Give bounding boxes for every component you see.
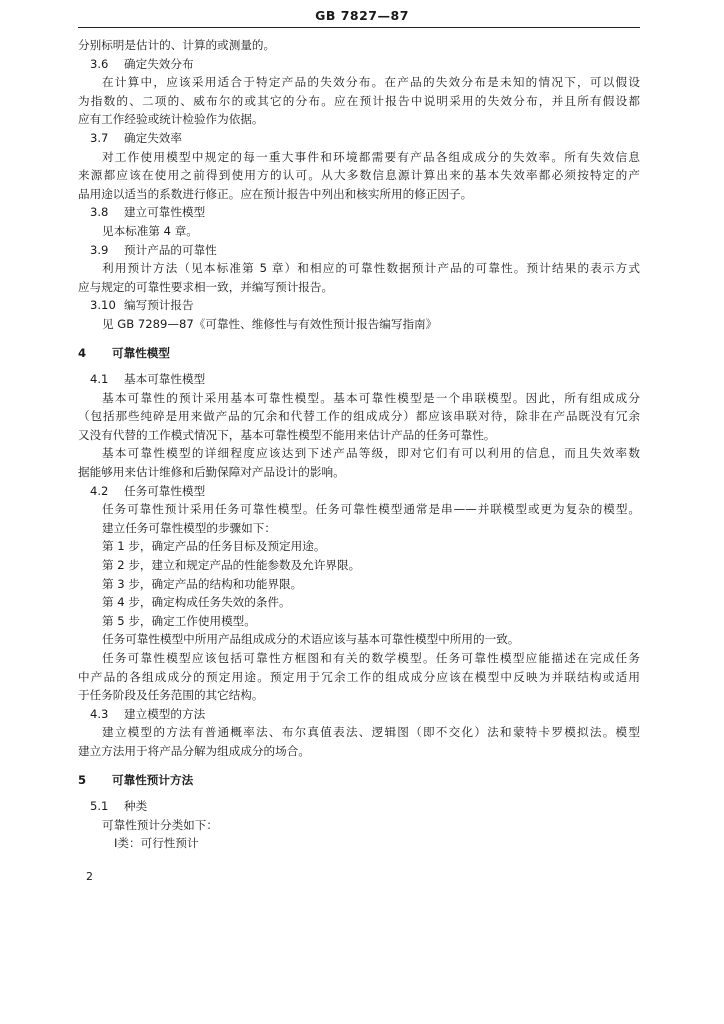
line-text: 据能够用来估计维修和后勤保障对产品设计的影响。	[78, 465, 345, 480]
section-number: 4.2	[90, 483, 109, 498]
section-title: 确定失效率	[124, 130, 182, 145]
body-text-line	[78, 222, 640, 241]
body-text-line	[78, 73, 640, 92]
body-text-line	[78, 110, 640, 129]
line-text: 来源都应该在使用之前得到使用方的认可。从大多数信息源计算出来的基本失效率都必须按特定的产	[78, 168, 640, 183]
line-text: 建立方法用于将产品分解为组成成分的场合。	[78, 743, 310, 758]
line-text: 应有工作经验或统计检验作为依据。	[78, 112, 264, 127]
section-heading	[78, 203, 640, 222]
section-heading	[78, 482, 640, 501]
page-number: 2	[86, 870, 93, 883]
section-title: 确定失效分布	[124, 56, 194, 71]
line-text: 又没有代替的工作模式情况下，基本可靠性模型不能用来估计产品的任务可靠性。	[78, 427, 496, 442]
line-text: 见本标准第 4 章。	[102, 223, 198, 238]
body-text-line	[78, 593, 640, 612]
line-text: 第 3 步，确定产品的结构和功能界限。	[102, 576, 303, 591]
body-text-line	[78, 612, 640, 631]
document-body	[78, 36, 640, 853]
section-title: 任务可靠性模型	[124, 483, 206, 498]
line-text: 见 GB 7289—87《可靠性、维修性与有效性预计报告编写指南》	[102, 316, 438, 331]
line-text: 分别标明是估计的、计算的或测量的。	[78, 38, 276, 52]
line-text: 第 2 步，建立和规定产品的性能参数及允许界限。	[102, 558, 361, 573]
body-text-line	[78, 575, 640, 594]
body-text-line	[78, 92, 640, 111]
body-text-line	[78, 166, 640, 185]
line-text: 建立任务可靠性模型的步骤如下：	[102, 520, 276, 535]
line-text: 于任务阶段及任务范围的其它结构。	[78, 688, 264, 703]
body-text-line	[78, 834, 640, 853]
header-rule	[78, 27, 640, 28]
body-text-line	[78, 259, 640, 278]
section-heading	[78, 129, 640, 148]
line-text: 任务可靠性预计采用任务可靠性模型。任务可靠性模型通常是串——并联模型或更为复杂的模型。	[102, 502, 640, 517]
line-text: 基本可靠性模型的详细程度应该达到下述产品等级，即对它们有可以利用的信息，而且失效率数	[102, 446, 640, 461]
body-text-line	[78, 315, 640, 334]
body-text-line	[78, 630, 640, 649]
line-text: Ⅰ类：可行性预计	[114, 836, 199, 851]
section-heading	[78, 241, 640, 260]
body-text-line	[78, 463, 640, 482]
line-text: （包括那些纯碎是用来做产品的冗余和代替工作的组成成分）都应该串联对待，除非在产品既没有冗余	[78, 409, 640, 424]
line-text: 利用预计方法（见本标准第 5 章）和相应的可靠性数据预计产品的可靠性。预计结果的表示方式	[102, 261, 640, 276]
body-text-line	[78, 500, 640, 519]
body-text-line	[78, 519, 640, 538]
section-heading	[78, 370, 640, 389]
section-title: 预计产品的可靠性	[124, 242, 217, 257]
section-heading	[78, 296, 640, 315]
page-header: GB 7827—87	[315, 8, 409, 23]
line-text: 在计算中，应该采用适合于特定产品的失效分布。在产品的失效分布是未知的情况下，可以假设	[102, 75, 640, 90]
line-text: 中产品的各组成成分的预定用途。预定用于冗余工作的组成成分应该在模型中反映为并联结构或适用	[78, 669, 640, 684]
line-text: 建立模型的方法有普通概率法、布尔真值表法、逻辑图（即不交化）法和蒙特卡罗模拟法。模型	[102, 725, 640, 740]
section-heading	[78, 55, 640, 74]
section-title: 可靠性模型	[112, 345, 170, 360]
body-text-line	[78, 278, 640, 297]
section-title: 建立可靠性模型	[124, 205, 206, 220]
body-text-line	[78, 686, 640, 705]
line-text: 为指数的、二项的、威布尔的或其它的分布。应在预计报告中说明采用的失效分布，并且所有假设都	[78, 93, 640, 108]
section-number: 4.1	[90, 372, 109, 387]
body-text-line	[78, 426, 640, 445]
body-text-line	[78, 649, 640, 668]
section-number: 3.6	[90, 56, 109, 71]
section-heading	[78, 797, 640, 816]
section-number: 5	[78, 772, 87, 787]
line-text: 第 1 步，确定产品的任务目标及预定用途。	[102, 539, 326, 554]
body-text-line	[78, 148, 640, 167]
section-title: 基本可靠性模型	[124, 372, 206, 387]
section-title: 建立模型的方法	[124, 706, 206, 721]
body-text-line	[78, 668, 640, 687]
line-text: 基本可靠性的预计采用基本可靠性模型。基本可靠性模型是一个串联模型。因此，所有组成成分	[102, 390, 640, 405]
body-text-line	[78, 36, 640, 55]
body-text-line	[78, 537, 640, 556]
body-text-line	[78, 556, 640, 575]
section-number: 3.10	[90, 298, 116, 313]
body-text-line	[78, 816, 640, 835]
line-text: 任务可靠性模型应该包括可靠性方框图和有关的数学模型。任务可靠性模型应能描述在完成任务	[102, 651, 640, 665]
line-text: 任务可靠性模型中所用产品组成成分的术语应该与基本可靠性模型中所用的一致。	[102, 632, 520, 647]
section-number: 3.8	[90, 205, 109, 220]
section-number: 5.1	[90, 799, 109, 814]
line-text: 应与规定的可靠性要求相一致，并编写预计报告。	[78, 279, 334, 294]
body-text-line	[78, 185, 640, 204]
line-text: 第 5 步，确定工作使用模型。	[102, 613, 256, 628]
line-text: 品用途以适当的系数进行修正。应在预计报告中列出和核实所用的修正因子。	[78, 186, 473, 201]
section-heading	[78, 344, 640, 363]
body-text-line	[78, 444, 640, 463]
section-number: 3.7	[90, 130, 109, 145]
section-number: 4.3	[90, 706, 109, 721]
section-number: 3.9	[90, 242, 109, 257]
section-title: 编写预计报告	[124, 298, 194, 313]
section-heading	[78, 705, 640, 724]
section-number: 4	[78, 345, 87, 360]
section-heading	[78, 771, 640, 790]
body-text-line	[78, 742, 640, 761]
body-text-line	[78, 723, 640, 742]
section-title: 可靠性预计方法	[112, 772, 194, 787]
body-text-line	[78, 389, 640, 408]
body-text-line	[78, 407, 640, 426]
section-title: 种类	[124, 799, 148, 814]
line-text: 可靠性预计分类如下：	[102, 817, 218, 832]
line-text: 对工作使用模型中规定的每一重大事件和环境都需要有产品各组成成分的失效率。所有失效信息	[102, 149, 640, 164]
line-text: 第 4 步，确定构成任务失效的条件。	[102, 595, 291, 610]
